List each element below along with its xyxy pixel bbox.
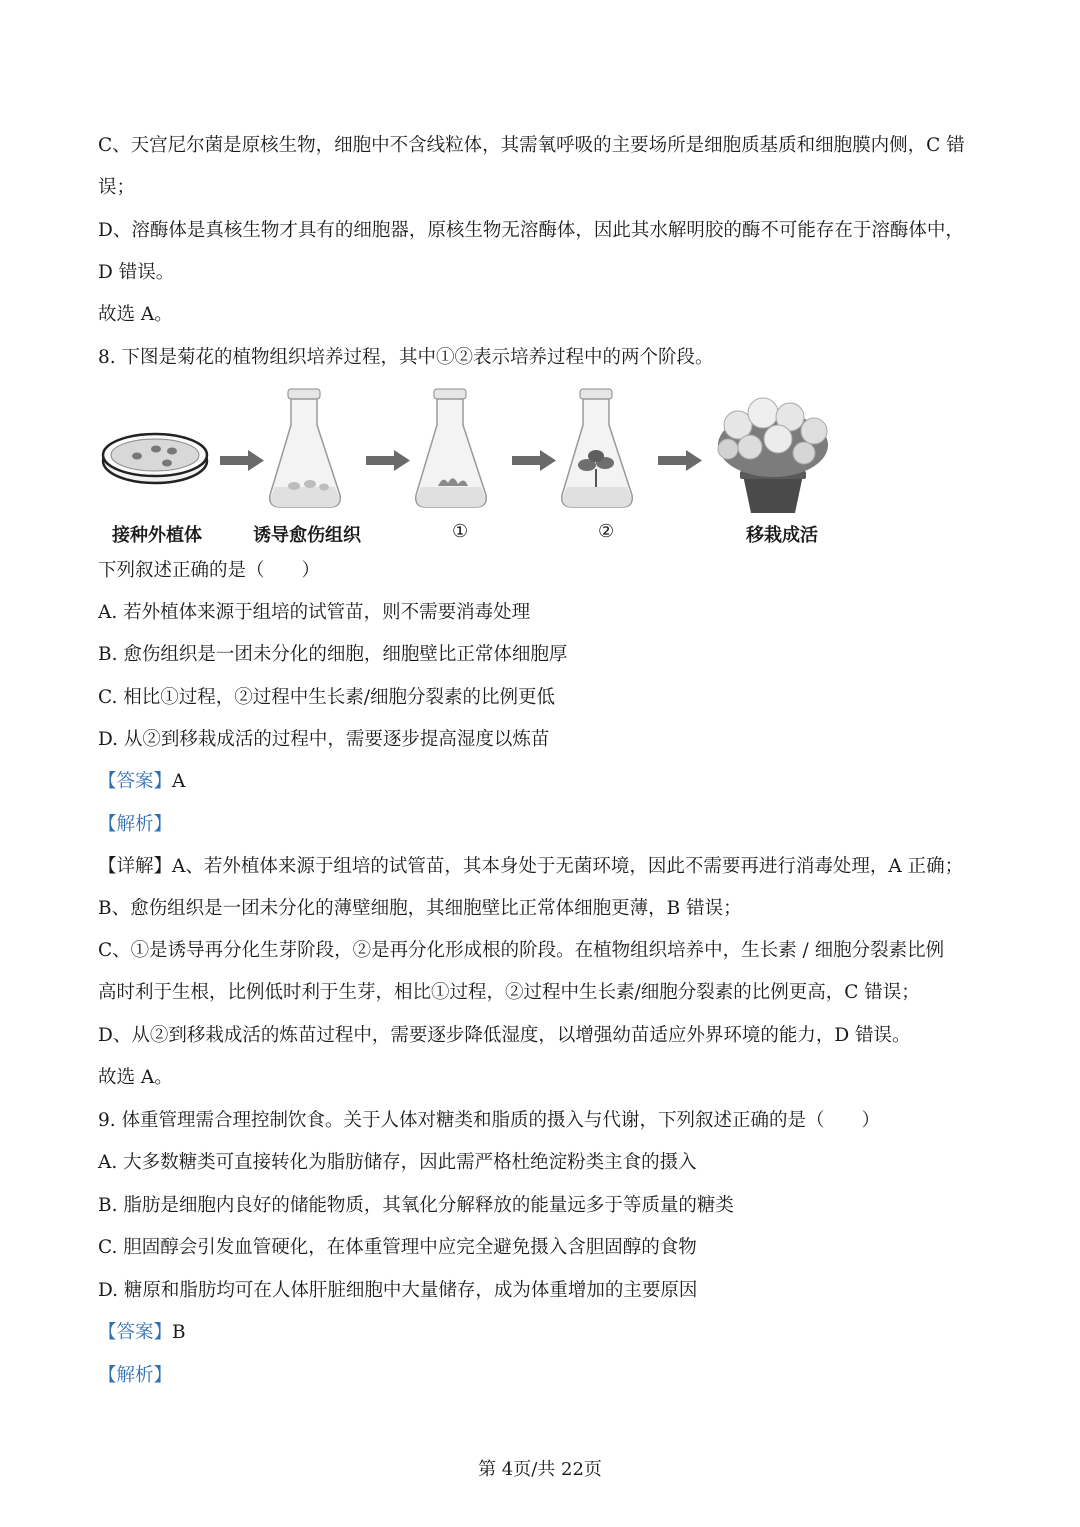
text-line: B、愈伤组织是一团未分化的薄壁细胞，其细胞壁比正常体细胞更薄，B 错误； (98, 898, 742, 919)
text-line: 故选 A。 (98, 304, 173, 325)
arrow-icon (366, 450, 410, 471)
option-b: B. 愈伤组织是一团未分化的细胞，细胞壁比正常体细胞厚 (98, 644, 568, 665)
option-a: A. 大多数糖类可直接转化为脂肪储存，因此需严格杜绝淀粉类主食的摄入 (98, 1152, 697, 1173)
text-line: 高时利于生根，比例低时利于生芽，相比①过程，②过程中生长素/细胞分裂素的比例更高，C 错误； (98, 982, 920, 1003)
arrow-icon (220, 450, 264, 471)
page-footer: 第 4页/共 22页 (478, 1459, 602, 1480)
detail-text: A、若外植体来源于组培的试管苗，其本身处于无菌环境，因此不需要再进行消毒处理，A 正确； (172, 856, 964, 877)
text-line: D、溶酶体是真核生物才具有的细胞器，原核生物无溶酶体，因此其水解明胶的酶不可能存在于溶酶体中， (98, 220, 964, 241)
option-d: D. 糖原和脂肪均可在人体肝脏细胞中大量储存，成为体重增加的主要原因 (98, 1280, 698, 1301)
answer-tag: 【答案】 (98, 771, 173, 792)
option-b: B. 脂肪是细胞内良好的储能物质，其氧化分解释放的能量远多于等质量的糖类 (98, 1195, 734, 1216)
tissue-culture-figure (98, 383, 858, 553)
arrow-icon (658, 450, 702, 471)
option-c: C. 相比①过程，②过程中生长素/细胞分裂素的比例更低 (98, 687, 555, 708)
detail-tag: 【详解】 (98, 856, 173, 877)
figure-caption: ① (452, 521, 469, 542)
text-line: C、天宫尼尔菌是原核生物，细胞中不含线粒体，其需氧呼吸的主要场所是细胞质基质和细胞膜内侧，C 错 (98, 135, 965, 156)
answer-tag: 【答案】 (98, 1322, 173, 1343)
analysis-tag: 【解析】 (98, 814, 173, 835)
answer-line (98, 769, 185, 795)
potted-chrysanthemum-icon (718, 398, 828, 513)
figure-caption: ② (598, 521, 615, 542)
option-a: A. 若外植体来源于组培的试管苗，则不需要消毒处理 (98, 602, 531, 623)
text-line: 故选 A。 (98, 1067, 173, 1088)
question-8-ask: 下列叙述正确的是（ ） (98, 560, 321, 581)
question-9-stem: 9. 体重管理需合理控制饮食。关于人体对糖类和脂质的摄入与代谢，下列叙述正确的是（ ） (98, 1110, 881, 1131)
figure-caption: 接种外植体 (112, 525, 202, 546)
flask-icon (416, 389, 487, 507)
text-line: 误； (98, 177, 136, 198)
figure-caption: 诱导愈伤组织 (253, 525, 361, 546)
answer-line (98, 1320, 186, 1346)
figure-caption: 移栽成活 (746, 525, 818, 546)
question-8-stem: 8. 下图是菊花的植物组织培养过程，其中①②表示培养过程中的两个阶段。 (98, 347, 714, 368)
petri-dish-icon (103, 434, 207, 483)
flask-icon (562, 389, 633, 507)
text-line: C、①是诱导再分化生芽阶段，②是再分化形成根的阶段。在植物组织培养中，生长素 / 细胞分裂素比例 (98, 940, 945, 961)
analysis-tag: 【解析】 (98, 1365, 173, 1386)
flask-icon (270, 389, 341, 507)
text-line: D、从②到移栽成活的炼苗过程中，需要逐步降低湿度，以增强幼苗适应外界环境的能力，D 错误。 (98, 1025, 911, 1046)
answer-value: A (172, 771, 186, 792)
answer-value: B (172, 1322, 186, 1343)
detail-line (98, 854, 963, 880)
text-line: D 错误。 (98, 262, 175, 283)
option-d: D. 从②到移栽成活的过程中，需要逐步提高湿度以炼苗 (98, 729, 550, 750)
arrow-icon (512, 450, 556, 471)
option-c: C. 胆固醇会引发血管硬化，在体重管理中应完全避免摄入含胆固醇的食物 (98, 1237, 697, 1258)
